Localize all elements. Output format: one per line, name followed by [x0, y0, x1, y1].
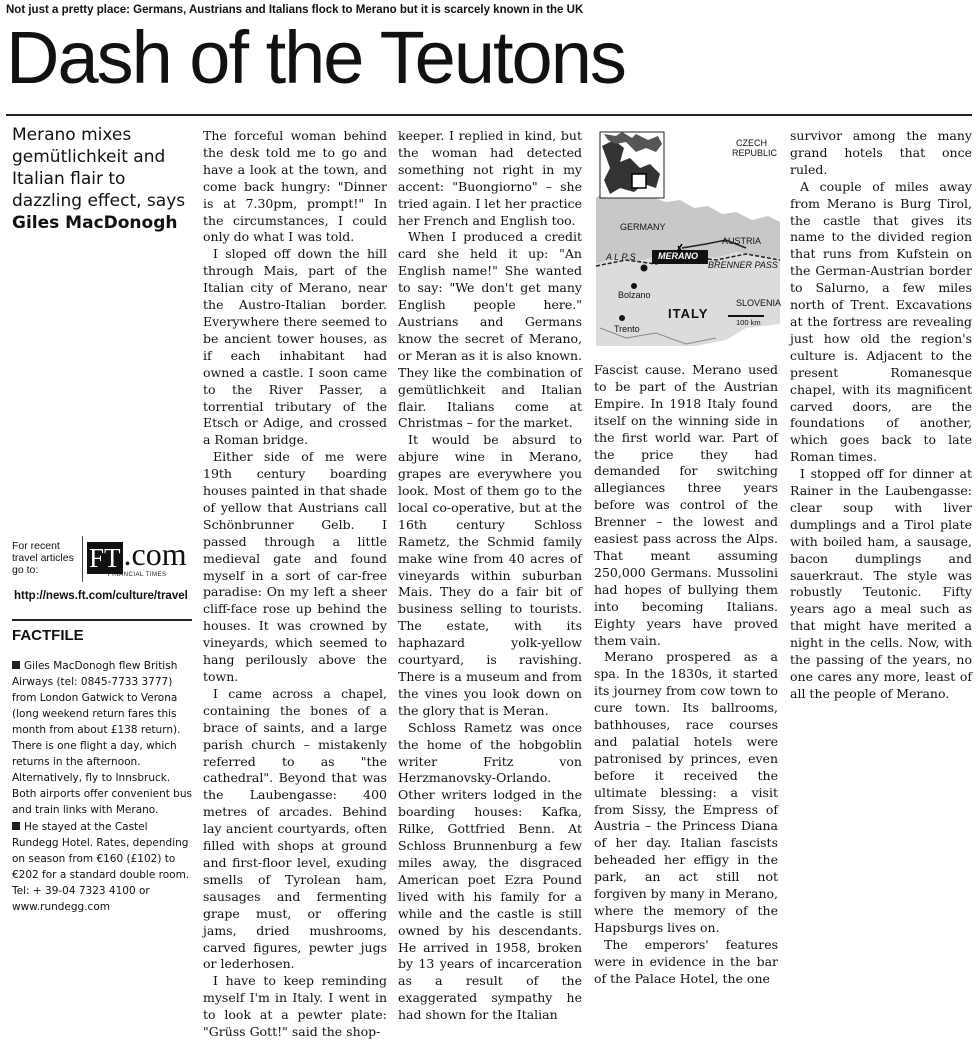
article-column-4: [790, 128, 972, 701]
paragraph: Fascist cause. Merano used to be part of the Austrian Empire. In 1918 Italy found itself on the winning side in the first world war. Part of the price they had demanded for switching allegiances three years before was control of the Brenner – the lowest and easiest pass across the Alps. That meant assuming 250,000 Germans. Mussolini had hopes of bullying them into becoming Italians. Eighty years have proved them vain.: [594, 362, 778, 648]
paragraph: I stopped off for dinner at Rainer in the Laubengasse: clear soup with liver dumplings and a Tirol plate with boiled ham, a sausage, bacon dumplings and sauerkraut. The style was robustly Teutonic. Fifty years ago a meal such as that might have merited a night in the cells. Now, with the passing of the years, no one cares any more, least of all the people of Merano.: [790, 466, 972, 701]
map-label-brenner: BRENNER PASS: [708, 260, 778, 270]
inset-highlight-box: [632, 174, 646, 188]
map-label-slovenia: SLOVENIA: [736, 298, 782, 308]
ft-promo: [12, 536, 192, 636]
map-label-czech: CZECH: [736, 138, 767, 148]
map-label-austria: AUSTRIA: [722, 236, 762, 246]
ft-logo-com: .com: [123, 536, 187, 572]
paragraph: Merano prospered as a spa. In the 1830s, it started its journey from cow town to cure town. Its ballrooms, bathhouses, race courses and palatial hotels were patronised by princes, even before it received the ultimate blessing: a visit from Sissy, the Empress of Austria – the Princess Diana of her day. Italian fascists beheaded her effigy in the park, an act still not forgiven by many in Merano, where the memory of the Hapsburgs lives on.: [594, 649, 778, 935]
headline: Dash of the Teutons: [6, 16, 625, 99]
promo-url-link[interactable]: http://news.ft.com/culture/travel: [14, 590, 188, 602]
map-label-scale: 100 km: [736, 318, 761, 327]
paragraph: I sloped off down the hill through Mais, part of the Italian city of Merano, near the Austro-Italian border. Everywhere there seemed to be ancient tower houses, as if each inhabitant had owned a castle. I soon came to the River Passer, a torrential tributary of the Etsch or Adige, and crossed a Roman bridge.: [203, 246, 387, 448]
merano-dot-icon: [641, 265, 648, 272]
promo-label: For recent travel articles go to:: [12, 540, 74, 576]
paragraph: I have to keep reminding myself I'm in Italy. I went in to look at a pewter plate: "Grüss Gott!" said the shop-: [203, 973, 387, 1040]
standfirst-text: Merano mixes gemütlichkeit and Italian flair to dazzling effect, says: [12, 125, 186, 211]
ft-logo-subtitle: FINANCIAL TIMES: [108, 572, 167, 578]
paragraph: The forceful woman behind the desk told me to go and have a look at the town, and come back hungry: "Dinner is at 7.30pm, prompt!" In the circumstances, I could only do what I was told.: [203, 128, 387, 245]
bullet-icon: [12, 661, 20, 669]
paragraph: A couple of miles away from Merano is Burg Tirol, the castle that gives its name to the divided region that runs from Kufstein on the German-Austrian border to Salurno, a few miles north of Trent. Excavations at the fortress are revealing just how old the region's culture is. Adjacent to the present Romanesque chapel, with its magnificent carved doors, are the foundations of another, which goes back to late Roman times.: [790, 178, 972, 465]
kicker: Not just a pretty place: Germans, Austrians and Italians flock to Merano but it is scarcely known in the UK: [6, 4, 584, 16]
bullet-icon: [12, 822, 20, 830]
paragraph: keeper. I replied in kind, but the woman had detected something not right in my accent: "Buongiorno" – she tried again. I let her practice her French and English too.: [398, 128, 582, 228]
bolzano-dot-icon: [631, 283, 637, 289]
article-column-3: [594, 362, 778, 986]
author-byline: Giles MacDonogh: [12, 213, 178, 233]
factfile-item-text: Giles MacDonogh flew British Airways (tel: 0845-7733 3777) from London Gatwick to Verona (long weekend return fares this month from about £138 return). There is one flight a day, which returns in the afternoon. Alternatively, fly to Innsbruck. Both airports offer convenient bus and train links with Merano.: [12, 660, 192, 816]
location-map: [596, 128, 780, 346]
factfile: [12, 628, 192, 916]
paragraph: Schloss Rametz was once the home of the hobgoblin writer Fritz von Herzmanovsky-Orlando. Other writers lodged in the boarding houses: Kafka, Rilke, Gottfried Benn. At Schloss Brunnenburg a few miles away, the disgraced American poet Ezra Pound lived with his family for a while and the castle is still owned by his descendants. He arrived in 1958, broken by 13 years of incarceration as a result of the exaggerated sympathy he had shown for the Italian: [398, 719, 582, 1023]
map-label-alps: A L P S: [606, 252, 636, 262]
factfile-item: [12, 658, 192, 818]
paragraph: Either side of me were 19th century boarding houses painted in that shade of yellow that Austrians call Schönbrunner Gelb. I passed through a little medieval gate and found myself in a sort of car-free paradise: On my left a sheer cliff-face rose up behind the houses. It was crowned by vineyards, which seemed to hang perilously above the town.: [203, 449, 387, 684]
paragraph: I came across a chapel, containing the bones of a brace of saints, and a large parish church – mistakenly referred to as "the cathedral". Beyond that was the Laubengasse: 400 metres of arcades. Behind lay ancient courtyards, often filled with shops at ground and first-floor level, exuding smells of Tyrolean ham, sausages and fermenting grape must, or offering jams, dried mushrooms, carved figures, pewter jugs or lederhosen.: [203, 685, 387, 972]
paragraph: The emperors' features were in evidence in the bar of the Palace Hotel, the one: [594, 936, 778, 986]
ft-logo-box: FT: [89, 542, 121, 573]
article-column-2: [398, 128, 582, 1023]
factfile-rule: [12, 619, 192, 621]
map-label-italy: ITALY: [668, 306, 709, 321]
article-column-1: [203, 128, 387, 1040]
paragraph: When I produced a credit card she held it up: "An English name!" She wanted to say: "We don't get many English people here." Austrians and Germans know the secret of Merano, or Meran as it is also known. They like the combination of gemütlichkeit and Italian flair. Italians come at Christmas – for the market.: [398, 229, 582, 431]
factfile-title: FACTFILE: [12, 627, 84, 644]
standfirst: [12, 124, 192, 234]
factfile-item-text: He stayed at the Castel Rundegg Hotel. Rates, depending on season from €160 (£102) to €202 for a standard double room. Tel: + 39-04 7323 4100 or www.rundegg.com: [12, 821, 190, 913]
map-label-germany: GERMANY: [620, 222, 666, 232]
map-label-bolzano: Bolzano: [618, 290, 651, 300]
map-label-trento: Trento: [614, 324, 640, 334]
map-label-merano: MERANO: [658, 251, 698, 261]
factfile-item: [12, 819, 192, 915]
paragraph: survivor among the many grand hotels that once ruled.: [790, 128, 972, 177]
trento-dot-icon: [619, 315, 625, 321]
paragraph: It would be absurd to abjure wine in Merano, grapes are everywhere you look. Most of them go to the local co-operative, but at the 16th century Schloss Rametz, the Schmid family make wine from 40 acres of vineyards within suburban Mais. They do a fair bit of business selling to tourists. The estate, with its haphazard yolk-yellow courtyard, is ravishing. There is a museum and from the vines you look down on the glory that is Meran.: [398, 432, 582, 718]
map-label-republic: REPUBLIC: [732, 148, 778, 158]
headline-rule: [6, 114, 972, 116]
